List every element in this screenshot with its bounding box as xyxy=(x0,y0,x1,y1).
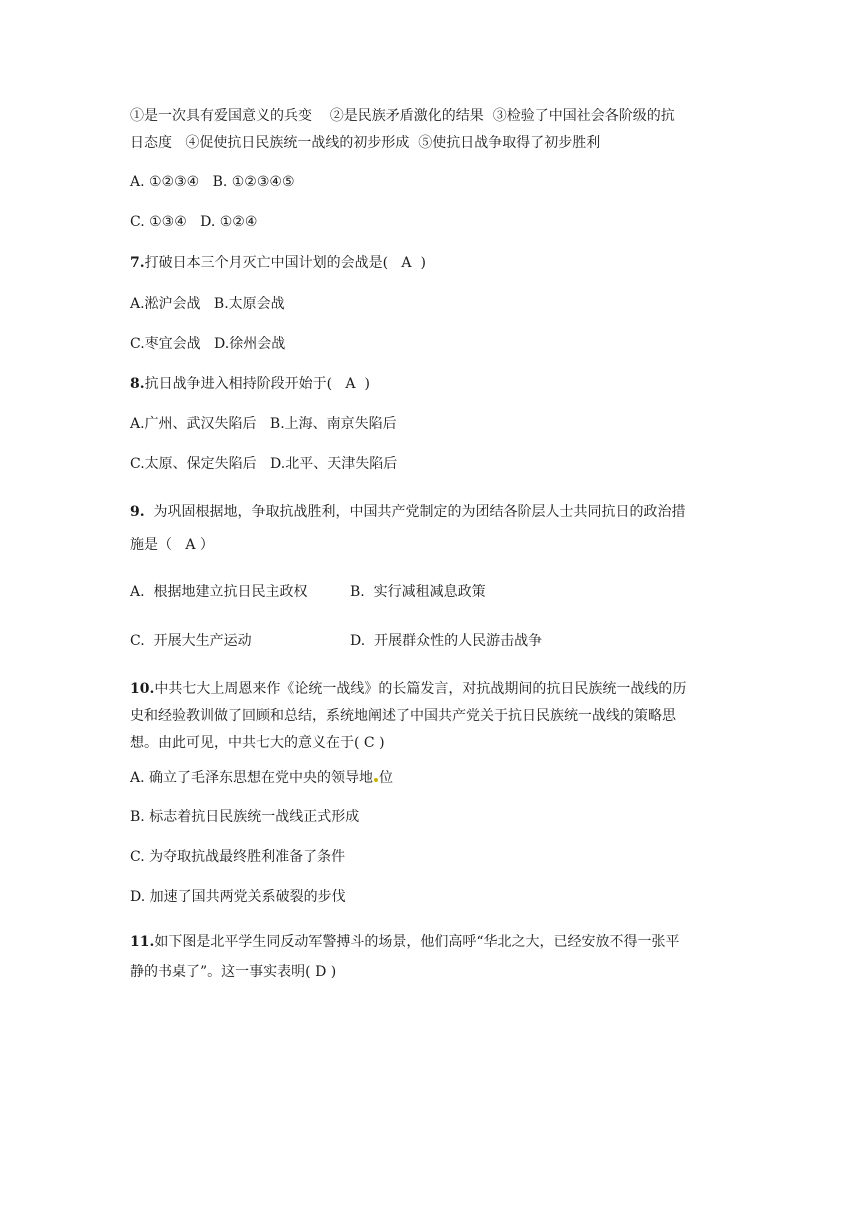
q9-stem-line1 xyxy=(130,502,686,522)
q9-stem-line2: 施是（ A ） xyxy=(130,537,214,553)
q9-option-c: C. 开展大生产运动 xyxy=(130,633,252,649)
q10-option-a-text: A. 确立了毛泽东思想在党中央的领导地 xyxy=(130,770,374,786)
q10-option-b: B. 标志着抗日民族统一战线正式形成 xyxy=(130,809,360,825)
q11-stem-line2: 静的书桌了”。这一事实表明( D ) xyxy=(130,964,337,980)
q8-stem-text: 抗日战争进入相持阶段开始于( A ) xyxy=(144,376,370,392)
q11-number: 11. xyxy=(130,934,155,950)
q9-stem-text: 为巩固根据地，争取抗战胜利，中国共产党制定的为团结各阶层人士共同抗日的政治措 xyxy=(144,504,686,520)
q8-options-line1: A.广州、武汉失陷后 B.上海、南京失陷后 xyxy=(130,416,397,432)
q7-stem xyxy=(130,253,426,273)
q7-options-line1: A.淞沪会战 B.太原会战 xyxy=(130,296,285,312)
q10-stem-text: 中共七大上周恩来作《论统一战线》的长篇发言，对抗战期间的抗日民族统一战线的历 xyxy=(154,681,687,697)
q10-option-c: C. 为夺取抗战最终胜利准备了条件 xyxy=(130,849,346,865)
q9-number: 9. xyxy=(130,504,145,520)
q10-option-d: D. 加速了国共两党关系破裂的步伐 xyxy=(130,889,346,905)
q7-stem-text: 打破日本三个月灭亡中国计划的会战是( A ) xyxy=(144,255,426,271)
q10-stem-line3: 想。由此可见，中共七大的意义在于( C ) xyxy=(130,735,385,751)
q10-stem-line1 xyxy=(130,679,686,699)
ink-speck-mark xyxy=(374,778,378,782)
q9-option-a: A. 根据地建立抗日民主政权 xyxy=(130,584,308,600)
q9-option-d: D. 开展群众性的人民游击战争 xyxy=(350,633,543,649)
q7-options-line2: C.枣宜会战 D.徐州会战 xyxy=(130,336,286,352)
q7-number: 7. xyxy=(130,255,145,271)
q10-option-a-tail: 位 xyxy=(379,770,394,786)
q11-stem-text: 如下图是北平学生同反动军警搏斗的场景，他们高呼“华北之大，已经安放不得一张平 xyxy=(154,934,680,950)
q10-option-a xyxy=(130,768,393,788)
q10-number: 10. xyxy=(130,681,155,697)
q6-statement-line2: 日态度 ④促使抗日民族统一战线的初步形成 ⑤使抗日战争取得了初步胜利 xyxy=(130,135,601,151)
q8-options-line2: C.太原、保定失陷后 D.北平、天津失陷后 xyxy=(130,456,398,472)
q8-number: 8. xyxy=(130,376,145,392)
q10-stem-line2: 史和经验教训做了回顾和总结，系统地阐述了中国共产党关于抗日民族统一战线的策略思 xyxy=(130,708,676,724)
q11-stem-line1 xyxy=(130,932,680,952)
q6-options-line2: C. ①③④ D. ①②④ xyxy=(130,214,258,230)
q9-option-b: B. 实行减租减息政策 xyxy=(350,584,486,600)
q8-stem xyxy=(130,374,370,394)
q6-options-line1: A. ①②③④ B. ①②③④⑤ xyxy=(130,174,295,190)
q6-statement-line1: ①是一次具有爱国意义的兵变 ②是民族矛盾激化的结果 ③检验了中国社会各阶级的抗 xyxy=(130,108,675,124)
